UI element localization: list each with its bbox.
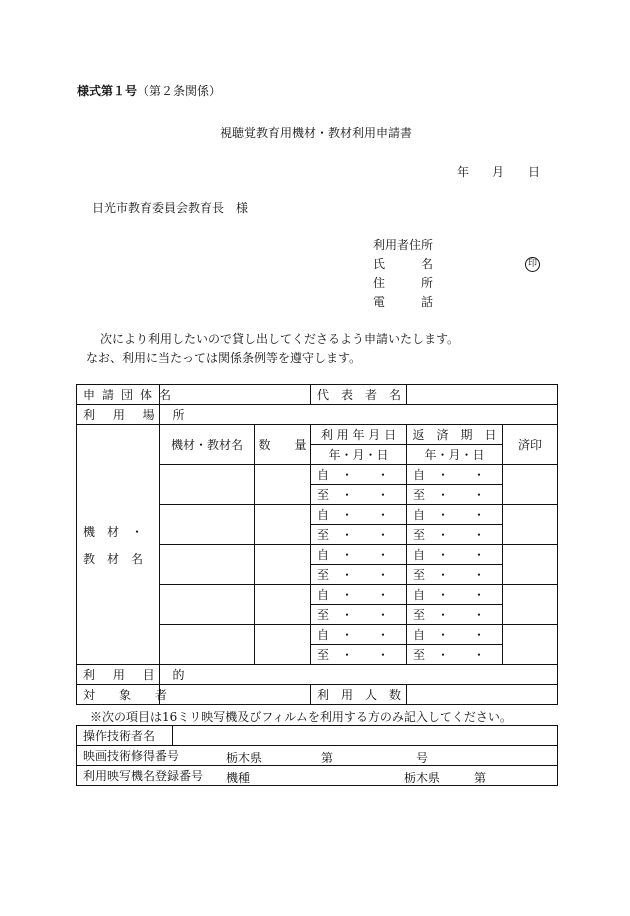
col-check-header: 済印 [503,425,558,465]
note-16mm: ※次の項目は16ミリ映写機及びフィルムを利用する方のみ記入してください。 [90,710,512,724]
return-from[interactable]: 自 ・ ・ [407,505,503,525]
qty-field[interactable] [255,505,311,545]
form-number: 様式第１号（第２条関係） [77,84,222,98]
return-to[interactable]: 至 ・ ・ [407,525,503,545]
return-to[interactable]: 至 ・ ・ [407,605,503,625]
target-field[interactable] [160,685,311,705]
use-to[interactable]: 至 ・ ・ [311,605,407,625]
equip-name-field[interactable] [160,625,255,665]
use-to[interactable]: 至 ・ ・ [311,525,407,545]
return-to[interactable]: 至 ・ ・ [407,485,503,505]
use-from[interactable]: 自 ・ ・ [311,505,407,525]
use-to[interactable]: 至 ・ ・ [311,565,407,585]
return-from[interactable]: 自 ・ ・ [407,545,503,565]
operator-label: 操作技術者名 [77,726,173,746]
use-from[interactable]: 自 ・ ・ [311,625,407,645]
purpose-field[interactable] [160,665,558,685]
license-pref: 栃木県 [226,751,263,765]
rep-label: 代 表 者 名 [311,385,407,405]
equip-name-field[interactable] [160,505,255,545]
target-label: 対 象 者 [77,685,160,705]
body-line-1: 次により利用したいので貸し出してくださるよう申請いたします。 [100,332,460,346]
form-relation: （第２条関係） [137,84,222,98]
applicant-name-label: 氏 名 [373,257,434,271]
return-from[interactable]: 自 ・ ・ [407,625,503,645]
qty-field[interactable] [255,465,311,505]
check-field[interactable] [503,545,558,585]
operator-field[interactable] [173,726,558,746]
applicant-address-label: 利用者住所 [373,238,434,252]
return-from[interactable]: 自 ・ ・ [407,585,503,605]
use-to[interactable]: 至 ・ ・ [311,645,407,665]
license-number-prefix: 第 [321,751,334,765]
license-label: 映画技術修得番号 [83,749,180,763]
col-name-header: 機材・教材名 [160,425,255,465]
equip-name-field[interactable] [160,545,255,585]
model-label: 機種 [226,771,251,785]
count-field[interactable] [407,685,558,705]
col-qty-header: 数 量 [255,425,311,465]
body-line-2: なお、利用に当たっては関係条例等を遵守します。 [86,351,362,365]
equip-name-field[interactable] [160,585,255,625]
purpose-label: 利 用 目 的 [77,665,160,685]
qty-field[interactable] [255,545,311,585]
rep-field[interactable] [407,385,558,405]
applicant-phone-label: 電 話 [373,295,434,309]
org-field[interactable] [160,385,311,405]
use-to[interactable]: 至 ・ ・ [311,485,407,505]
equip-label: 機 材 ・ 教 材 名 [77,425,160,665]
use-from[interactable]: 自 ・ ・ [311,585,407,605]
equip-name-field[interactable] [160,465,255,505]
projector-pref: 栃木県 [404,771,441,785]
date-year-label: 年 [457,165,470,179]
use-from[interactable]: 自 ・ ・ [311,465,407,485]
license-row [77,746,558,766]
seal-mark: 印 [525,255,540,272]
check-field[interactable] [503,625,558,665]
qty-field[interactable] [255,585,311,625]
applicant-residence-label: 住 所 [373,276,434,290]
return-ymd-header: 年・月・日 [407,445,503,465]
projector-table [76,725,558,786]
check-field[interactable] [503,465,558,505]
application-table [76,384,558,705]
check-field[interactable] [503,585,558,625]
count-label: 利 用 人 数 [311,685,407,705]
place-label: 利 用 場 所 [77,405,160,425]
addressee: 日光市教育委員会教育長 様 [92,201,249,215]
place-field[interactable] [160,405,558,425]
use-ymd-header: 年・月・日 [311,445,407,465]
license-number-suffix: 号 [416,751,429,765]
use-from[interactable]: 自 ・ ・ [311,545,407,565]
projector-row [77,766,558,786]
qty-field[interactable] [255,625,311,665]
projector-label: 利用映写機名登録番号 [83,769,204,783]
page-title: 視聴覚教育用機材・教材利用申請書 [220,126,413,140]
return-to[interactable]: 至 ・ ・ [407,565,503,585]
check-field[interactable] [503,505,558,545]
return-from[interactable]: 自 ・ ・ [407,465,503,485]
col-return-header: 返 済 期 日 [407,425,503,445]
org-label: 申請団体名 [77,385,160,405]
projector-number-prefix: 第 [474,771,487,785]
date-month-label: 月 [492,165,505,179]
return-to[interactable]: 至 ・ ・ [407,645,503,665]
col-use-date-header: 利 用 年 月 日 [311,425,407,445]
date-day-label: 日 [528,165,541,179]
